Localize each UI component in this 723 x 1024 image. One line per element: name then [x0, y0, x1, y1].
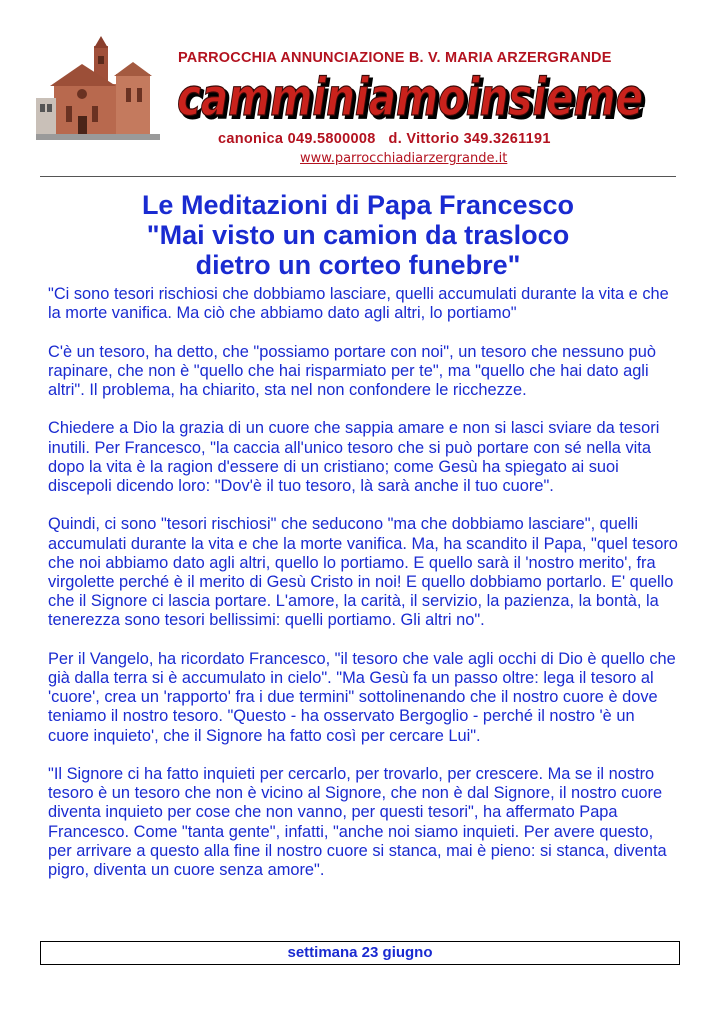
- website-link[interactable]: www.parrocchiadiarzergrande.it: [300, 151, 508, 166]
- title-line: dietro un corteo funebre": [195, 250, 521, 280]
- header: [0, 0, 723, 180]
- title-line: Le Meditazioni di Papa Francesco: [141, 190, 575, 220]
- paragraph: Quindi, ci sono "tesori rischiosi" che seducono "ma che dobbiamo lasciare", quelli accumulati durante la vita e che la morte vanifica. Ma, ha scandito il Papa, "quel tesoro che noi abbiamo dato agli altri, quello lo portiamo. E quello sarà il 'nostro merito', fra virgolette perché è il merito di Gesù Cristo in noi! E quello dobbiamo portarlo. E' quello che il Signore ci lascia portare. L'amore, la carità, il servizio, la pazienza, la bontà, la tenerezza sono tesori bellissimi: quelli portiamo. Gli altri no".: [48, 515, 678, 630]
- church-image: [36, 36, 160, 140]
- article-body: [48, 285, 680, 899]
- week-label-box: [40, 941, 680, 965]
- svg-text:camminiamoinsieme: camminiamoinsieme: [177, 72, 643, 128]
- paragraph: "Il Signore ci ha fatto inquieti per cercarlo, per trovarlo, per crescere. Ma se il nostro tesoro è un tesoro che non è vicino al Signore, che non è dal Signore, il nostro cuore diventa inquieto per cose che non vanno, per questi tesori", ha affermato Papa Francesco. Come "tanta gente", infatti, "anche noi siamo inquieti. Per avere questo, per arrivare a questo alla fine il nostro cuore si stanca, mai è pieno: si stanca, diventa pigro, diventa un cuore senza amore".: [48, 765, 667, 880]
- paragraph: "Ci sono tesori rischiosi che dobbiamo lasciare, quelli accumulati durante la vita e che la morte vanifica. Ma ciò che abbiamo dato agli altri, lo portiamo": [48, 285, 669, 323]
- camminiamoinsieme-logo: [174, 72, 652, 136]
- header-divider: [40, 176, 676, 177]
- article-title: [40, 190, 676, 280]
- title-line: "Mai visto un camion da trasloco: [146, 220, 570, 250]
- contact-numbers: canonica 049.5800008 d. Vittorio 349.3261191: [218, 131, 551, 147]
- paragraph: Chiedere a Dio la grazia di un cuore che sappia amare e non si lasci sviare da tesori inutili. Per Francesco, "la caccia all'unico tesoro che si può portare con sé nella vita dopo la vita è la ragion d'essere di un cristiano; come Gesù ha spiegato ai suoi discepoli dicendo loro: "Dov'è il tuo tesoro, là sarà anche il tuo cuore".: [48, 419, 660, 495]
- paragraph: C'è un tesoro, ha detto, che "possiamo portare con noi", un tesoro che nessuno può rapinare, che non è "quello che hai risparmiato per te", ma "quello che hai dato agli altri". Il problema, ha chiarito, sta nel non confondere le ricchezze.: [48, 342, 656, 399]
- parish-name: PARROCCHIA ANNUNCIAZIONE B. V. MARIA ARZERGRANDE: [178, 50, 612, 66]
- svg-text:camminiamoinsieme: camminiamoinsieme: [180, 72, 646, 131]
- paragraph: Per il Vangelo, ha ricordato Francesco, "il tesoro che vale agli occhi di Dio è quello che già dalla terra si è accumulato in cielo". "Ma Gesù fa un passo oltre: lega il tesoro al 'cuore', crea un 'rapporto' fra i due termini" sottolinenando che il nostro cuore è dove teniamo il nostro tesoro. "Questo - ha osservato Bergoglio - perché il nostro 'è un cuore inquieto', che il Signore ha fatto così per cercare Lui".: [48, 649, 676, 745]
- week-label: settimana 23 giugno: [287, 944, 433, 961]
